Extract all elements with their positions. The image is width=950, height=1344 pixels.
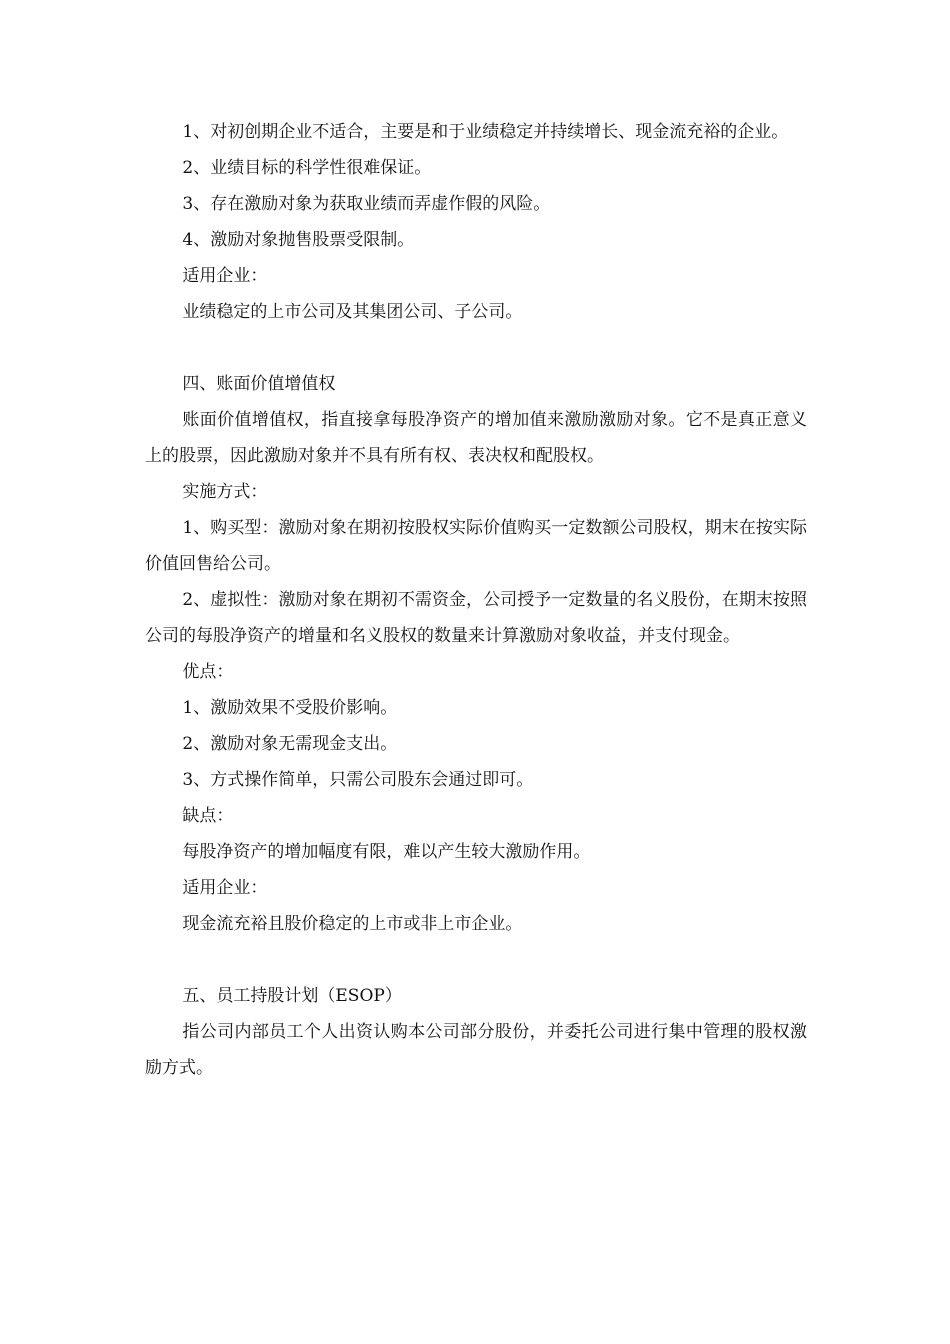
paragraph: 3、存在激励对象为获取业绩而弄虚作假的风险。 bbox=[182, 194, 551, 214]
paragraph: 2、虚拟性：激励对象在期初不需资金，公司授予一定数量的名义股份，在期末按照公司的每股净资产的增量和名义股权的数量来计算激励对象收益，并支付现金。 bbox=[145, 590, 807, 646]
document-body bbox=[145, 114, 807, 1086]
section-heading: 五、员工持股计划（ESOP） bbox=[182, 986, 402, 1006]
paragraph: 现金流充裕且股价稳定的上市或非上市企业。 bbox=[182, 914, 523, 934]
paragraph: 缺点： bbox=[182, 806, 234, 826]
paragraph: 2、业绩目标的科学性很难保证。 bbox=[182, 158, 432, 178]
paragraph: 业绩稳定的上市公司及其集团公司、子公司。 bbox=[182, 302, 523, 322]
paragraph: 每股净资产的增加幅度有限，难以产生较大激励作用。 bbox=[182, 842, 591, 862]
paragraph: 2、激励对象无需现金支出。 bbox=[182, 734, 398, 754]
section-heading: 四、账面价值增值权 bbox=[182, 374, 336, 394]
paragraph: 1、购买型：激励对象在期初按股权实际价值购买一定数额公司股权，期末在按实际价值回售给公司。 bbox=[145, 518, 807, 574]
paragraph: 4、激励对象抛售股票受限制。 bbox=[182, 230, 415, 250]
paragraph: 适用企业： bbox=[182, 878, 268, 898]
paragraph: 指公司内部员工个人出资认购本公司部分股份，并委托公司进行集中管理的股权激励方式。 bbox=[145, 1022, 807, 1078]
paragraph: 1、激励效果不受股价影响。 bbox=[182, 698, 398, 718]
paragraph: 优点： bbox=[182, 662, 234, 682]
paragraph: 实施方式： bbox=[182, 482, 268, 502]
paragraph: 账面价值增值权，指直接拿每股净资产的增加值来激励激励对象。它不是真正意义上的股票，因此激励对象并不具有所有权、表决权和配股权。 bbox=[145, 410, 807, 466]
paragraph: 1、对初创期企业不适合，主要是和于业绩稳定并持续增长、现金流充裕的企业。 bbox=[182, 122, 789, 142]
paragraph: 适用企业： bbox=[182, 266, 268, 286]
paragraph: 3、方式操作简单，只需公司股东会通过即可。 bbox=[182, 770, 534, 790]
